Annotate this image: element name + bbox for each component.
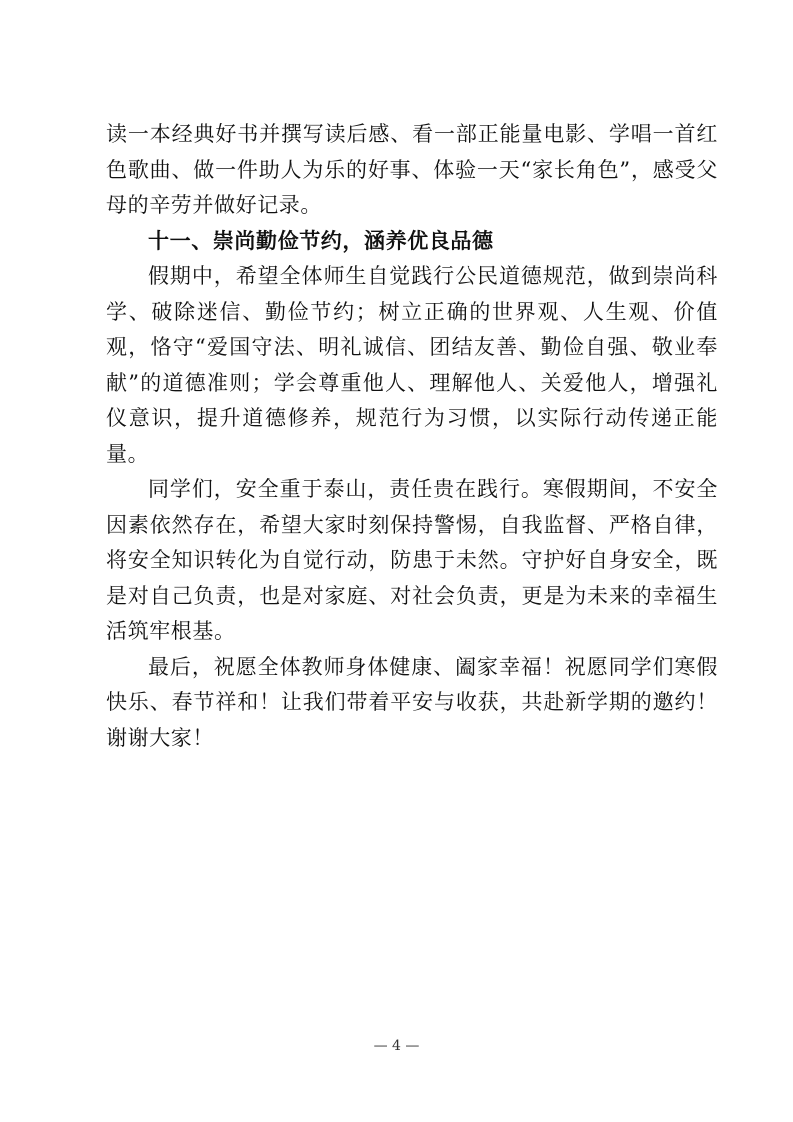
section-heading: 十一、崇尚勤俭节约，涵养优良品德 (148, 228, 494, 253)
page-number: — 4 — (373, 1038, 420, 1054)
paragraph-closing: 最后，祝愿全体教师身体健康、阖家幸福！祝愿同学们寒假快乐、春节祥和！让我们带着平安与收获，共赴新学期的邀约！谢谢大家！ (106, 654, 718, 750)
document-body (106, 117, 718, 756)
paragraph-moral-standards: 假期中，希望全体师生自觉践行公民道德规范，做到崇尚科学、破除迷信、勤俭节约；树立正确的世界观、人生观、价值观，恪守“爱国守法、明礼诚信、团结友善、勤俭自强、敬业奉献”的道德准则；学会尊重他人、理解他人、关爱他人，增强礼仪意识，提升道德修养，规范行为习惯，以实际行动传递正能量。 (106, 264, 718, 466)
continuation-paragraph: 读一本经典好书并撰写读后感、看一部正能量电影、学唱一首红色歌曲、做一件助人为乐的好事、体验一天“家长角色”，感受父母的辛劳并做好记录。 (106, 122, 718, 217)
paragraph-safety: 同学们，安全重于泰山，责任贵在践行。寒假期间，不安全因素依然存在，希望大家时刻保持警惕，自我监督、严格自律，将安全知识转化为自觉行动，防患于未然。守护好自身安全，既是对自己负责，也是对家庭、对社会负责，更是为未来的幸福生活筑牢根基。 (106, 477, 718, 643)
